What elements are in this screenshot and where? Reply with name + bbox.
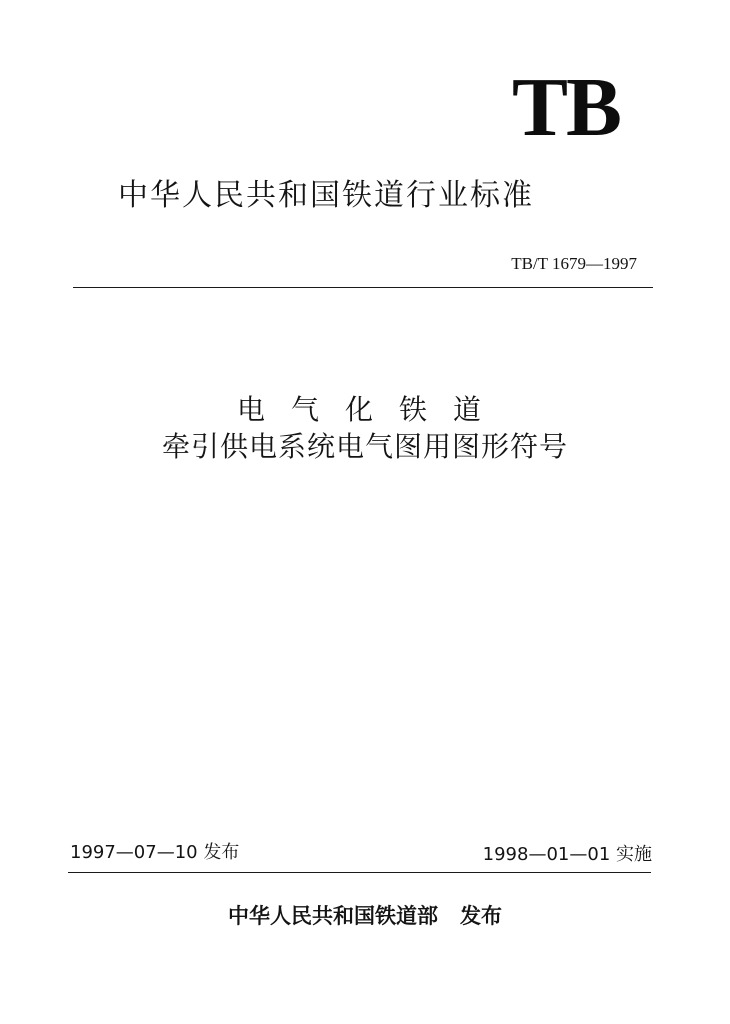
standard-number: TB/T 1679—1997 — [511, 254, 637, 273]
document-title-line-2: 牵引供电系统电气图用图形符号 — [161, 430, 568, 463]
publisher-line — [0, 900, 730, 930]
publisher-name: 中华人民共和国铁道部 — [228, 904, 438, 928]
top-divider — [73, 287, 653, 288]
publish-verb: 发布 — [460, 904, 502, 928]
document-title-line-1: 电气化铁道 — [236, 393, 507, 426]
standard-category-title: 中华人民共和国铁道行业标准 — [118, 178, 534, 213]
tb-logo: TB — [512, 61, 621, 154]
bottom-divider — [68, 872, 651, 873]
issue-date: 1997—07—10 发布 — [70, 842, 240, 863]
effective-date: 1998—01—01 实施 — [482, 844, 652, 865]
